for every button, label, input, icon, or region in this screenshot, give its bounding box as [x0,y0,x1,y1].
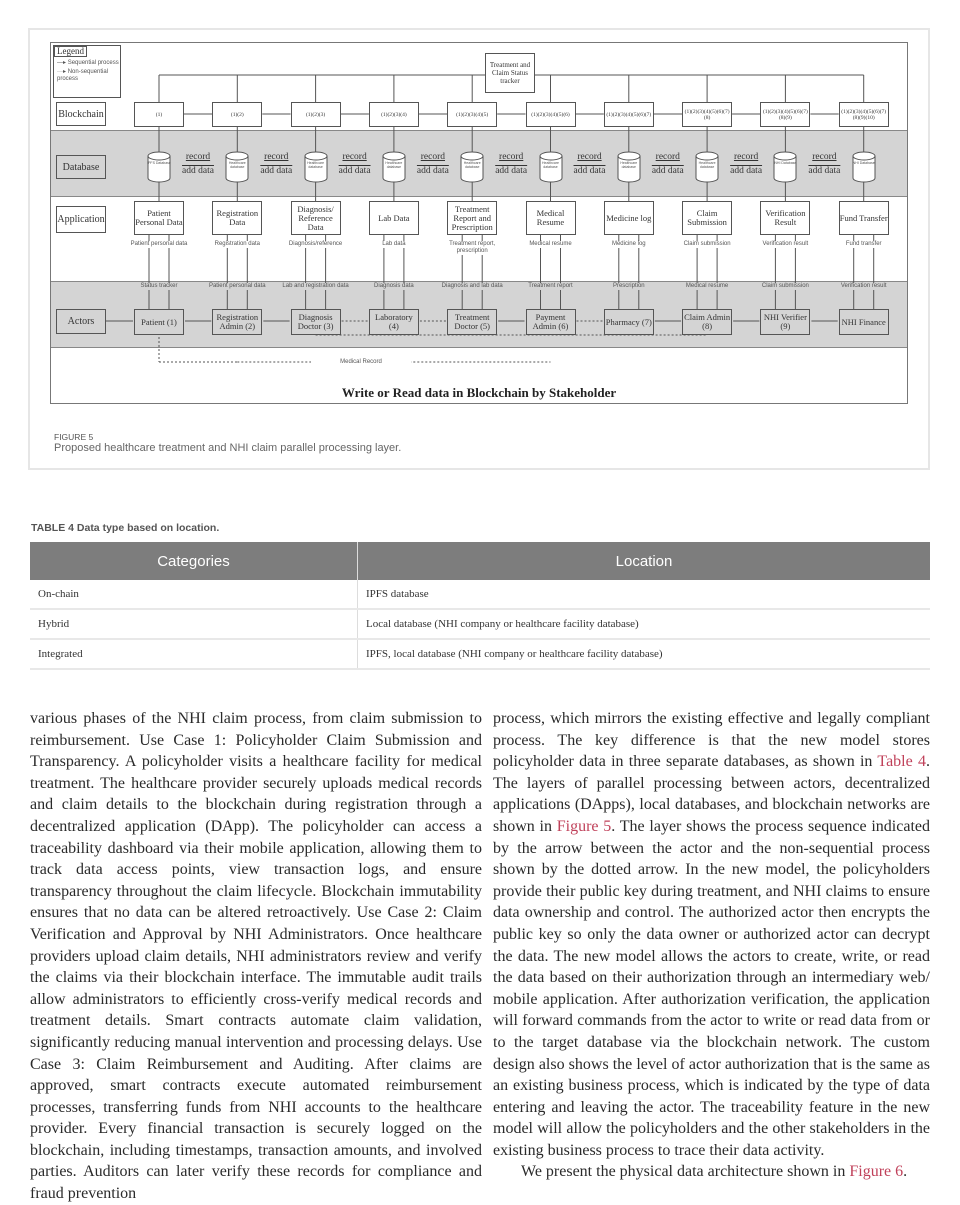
database-label: Healthcare database [542,161,559,169]
data-type-table [30,542,930,670]
table-row [30,609,930,639]
actor-box: Payment Admin (6) [526,309,576,335]
body-paragraph [493,708,930,1161]
actor-input-label: Claim submission [751,283,819,290]
application-data-label: Diagnosis/reference [284,241,348,248]
database-label: IPFS Database [147,161,171,165]
add-data-label: add data [730,166,763,176]
blockchain-block: (1)(2) [212,102,262,127]
record-text: record [655,152,680,162]
record-text: record [577,152,602,162]
add-data-label: add data [338,166,371,176]
figure-5-link[interactable]: Figure 5 [556,817,612,835]
status-tracker-box: Treatment and Claim Status tracker [485,53,535,93]
blockchain-block: (1)(2)(3)(4)(5)(6) [526,102,576,127]
actor-input-label: Diagnosis and lab data [438,283,506,290]
actor-input-label: Medical resume [673,283,741,290]
lane-label-blockchain: Blockchain [56,102,106,126]
table-title: TABLE 4 Data type based on location. [31,522,220,534]
application-box: Verification Result [760,201,810,235]
table-row [30,639,930,669]
application-data-label: Medical resume [519,241,583,248]
table-row [30,580,930,609]
add-data-label: add data [651,166,684,176]
actor-input-label: Patient personal data [203,283,271,290]
record-label [330,152,380,163]
database-label: Healthcare database [307,161,325,169]
add-data-label: add data [182,166,214,176]
figure-5-diagram [50,42,908,404]
legend-title: Legend [54,46,87,57]
lane-label-application: Application [56,206,106,233]
location-cell: Local database (NHI company or healthcare facility database) [358,609,931,639]
application-box: Treatment Report and Prescription [447,201,497,235]
blockchain-block: (1)(2)(3)(4)(5)(6)(7)(8)(9) [760,102,810,127]
body-text: . The layers of parallel processing between actors, decentralized applications (DApps), local databases, and blockchain networks are shown in [493,753,930,835]
record-text: record [185,152,211,162]
body-paragraph [493,1161,930,1183]
record-text: record [342,152,367,162]
category-cell: Integrated [30,639,358,669]
column-header-location: Location [358,542,931,580]
legend-nonsequential-label: Non-sequential process [57,69,109,82]
location-cell: IPFS, local database (NHI company or healthcare facility database) [358,639,931,669]
record-text: record [420,152,446,162]
database-cylinder-icon [147,151,171,183]
body-text: We present the physical data architecture shown in [521,1163,850,1181]
lane-label-actors: Actors [56,309,106,334]
blockchain-block: (1)(2)(3)(4)(5)(6)(7) [604,102,654,127]
record-label [643,152,693,163]
record-label [408,152,458,163]
blockchain-block: (1)(2)(3)(4)(5)(6)(7)(8)(9)(10) [839,102,889,127]
add-data-label: add data [808,166,841,176]
application-data-label: Medicine log [597,241,661,248]
actor-box: Claim Admin (8) [682,309,732,335]
database-label: NHI Database [774,161,797,165]
record-text: record [812,152,837,162]
actor-input-label: Treatment report [517,283,585,290]
blockchain-block: (1)(2)(3) [291,102,341,127]
record-label [251,152,301,163]
figure-caption: Proposed healthcare treatment and NHI claim parallel processing layer. [54,442,402,454]
application-data-label: Treatment report, prescription [440,241,504,255]
record-text: record [733,152,759,162]
actor-box: Diagnosis Doctor (3) [291,309,341,335]
category-cell: Hybrid [30,609,358,639]
application-box: Medical Resume [526,201,576,235]
record-label [799,152,849,163]
location-cell: IPFS database [358,580,931,609]
medical-record-label: Medical Record [311,359,411,366]
database-label: Healthcare database [385,161,403,169]
actor-box: Laboratory (4) [369,309,419,335]
category-cell: On-chain [30,580,358,609]
actor-box: NHI Verifier (9) [760,309,810,335]
application-box: Medicine log [604,201,654,235]
application-data-label: Registration data [205,241,269,248]
figure-label: FIGURE 5 [54,432,94,442]
application-box: Claim Submission [682,201,732,235]
application-box: Fund Transfer [839,201,889,235]
actor-input-label: Status tracker [125,283,193,290]
application-box: Patient Personal Data [134,201,184,235]
actor-box: Pharmacy (7) [604,309,654,335]
blockchain-block: (1) [134,102,184,127]
actor-input-label: Verification result [830,283,898,290]
add-data-label: add data [416,166,449,176]
database-label: Healthcare database [698,161,716,169]
legend-sequential-label: Sequential process [67,60,119,66]
record-label [486,152,536,163]
database-cylinder-icon [773,151,797,183]
blockchain-block: (1)(2)(3)(4)(5)(6)(7)(8) [682,102,732,127]
record-label [565,152,615,163]
database-cylinder-icon [852,151,876,183]
actor-input-label: Lab and registration data [282,283,349,289]
actor-box: Patient (1) [134,309,184,335]
application-box: Registration Data [212,201,262,235]
database-label: Healthcare database [620,161,638,169]
application-data-label: Lab data [362,241,426,248]
column-header-categories: Categories [30,542,358,580]
record-text: record [264,152,289,162]
actor-input-label: Diagnosis data [360,283,428,290]
add-data-label: add data [495,166,528,176]
application-box: Diagnosis/ Reference Data [291,201,341,235]
record-label [721,152,771,163]
blockchain-block: (1)(2)(3)(4)(5) [447,102,497,127]
database-label: Healthcare database [228,161,246,169]
database-label: NHI Database [852,161,875,165]
record-text: record [499,152,524,162]
lane-label-database: Database [56,155,106,179]
record-label [173,152,223,163]
body-column-left [30,708,482,1205]
blockchain-block: (1)(2)(3)(4) [369,102,419,127]
add-data-label: add data [573,166,606,176]
actor-box: NHI Finance [839,309,889,335]
application-data-label: Claim submission [675,241,739,248]
actor-input-label: Prescription [595,283,663,290]
application-data-label: Fund transfer [832,241,896,248]
actor-box: Treatment Doctor (5) [447,309,497,335]
database-label: Healthcare database [463,161,481,169]
legend-box [53,45,121,98]
legend-nonsequential: ···▸ Non-sequential process [57,69,109,82]
application-data-label: Verification result [753,241,817,248]
application-box: Lab Data [369,201,419,235]
table-4-link[interactable]: Table 4 [877,753,926,771]
legend-sequential: —▸ Sequential process [57,60,119,66]
application-data-label: Patient personal data [127,241,191,248]
body-text: . [903,1163,908,1181]
body-paragraph: various phases of the NHI claim process, from claim submission to reimbursement. Use Case 1: Policyholder Claim Submission and Transparency. A policyholder visits a healthcare facility for medical treatment. The healthcare provider securely uploads medical records and claim details to the blockchain during registration through a decentralized application (DApp). The policyholder can access a traceability dashboard via their mobile application, allowing them to track data access points, view transaction logs, and ensure transparency throughout the claim lifecycle. Blockchain immutability ensures that no data can be altered retroactively. Use Case 2: Claim Verification and Approval by NHI Administrators. Once healthcare providers upload claim details, NHI administrators review and verify the claims via their blockchain interface. The immutable audit trails allow administrators to efficiently cross-verify medical records and treatment details. Smart contracts automate claim validation, significantly reducing manual intervention and processing delays. Use Case 3: Claim Reimbursement and Auditing. After claims are approved, smart contracts execute automated reimbursement processes, transferring funds from NHI accounts to the healthcare provider. Every financial transaction is securely logged on the blockchain, including timestamps, transaction amounts, and involved parties. Auditors can later verify these records for compliance and fraud prevention [30,710,482,1203]
body-text: . The layer shows the process sequence indicated by the arrow between the actor and the non-sequential process shown by the dotted arrow. In the new model, the policyholders provide their public key during treatment, and NHI claims to ensure data ownership and control. The authorized actor then encrypts the public key so only the data owner or authorized actor can decrypt the data. The new model allows the actors to create, write, or read the data based on their authorization through an intermediary web/ mobile application. After authorization verification, the application will forward commands from the actor to write or read data from or to the target database via the blockchain network. The custom design also shows the level of actor authorization that is the same as an existing business process, which is indicated by the type of data entering and leaving the actor. The traceability feature in the new model will allow the policyholders and the other stakeholders in the existing business process to trace their data activity. [493,817,930,1159]
body-column-right [493,708,930,1183]
body-text: process, which mirrors the existing effective and legally compliant process. The key difference is that the new model stores policyholder data in three separate databases, as shown in [493,710,930,771]
actor-box: Registration Admin (2) [212,309,262,335]
add-data-label: add data [260,166,293,176]
diagram-title: Write or Read data in Blockchain by Stakeholder [341,385,617,400]
figure-6-link[interactable]: Figure 6 [849,1163,904,1181]
